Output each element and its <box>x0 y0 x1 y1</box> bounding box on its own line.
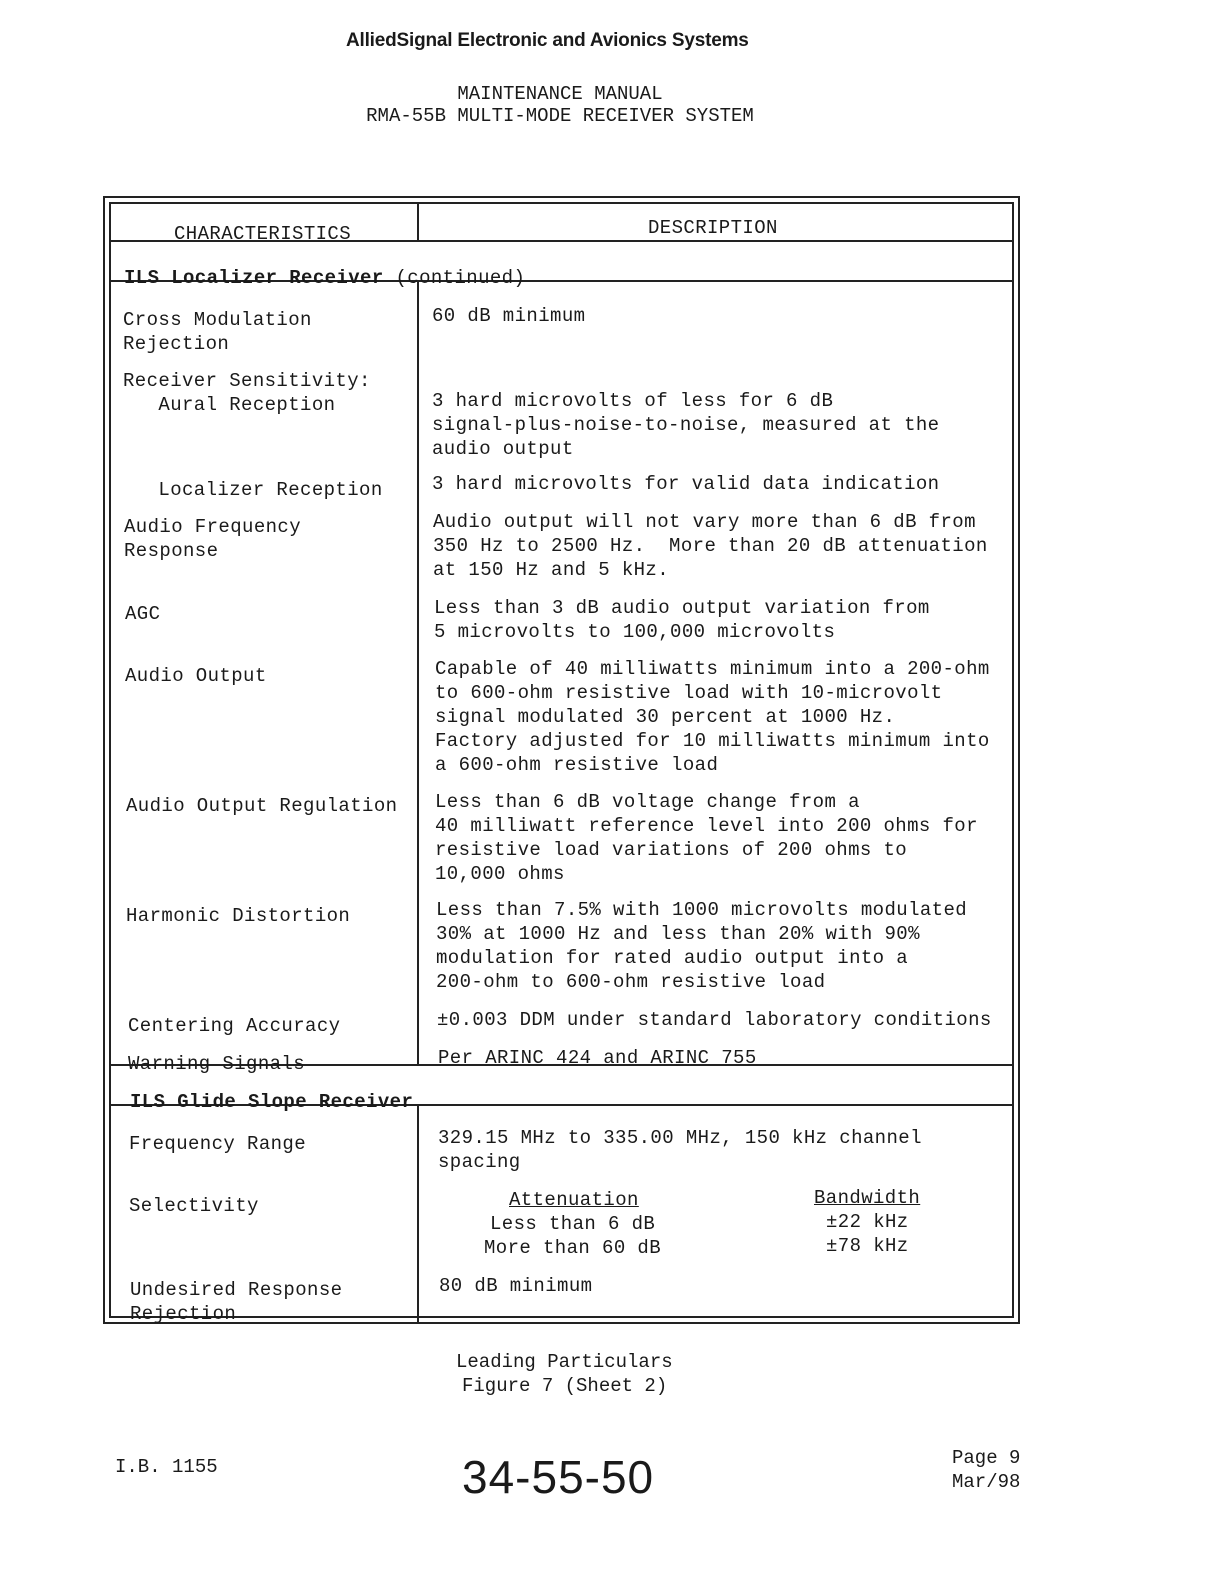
description-line: Less than 7.5% with 1000 microvolts modulated <box>436 899 968 921</box>
description-text <box>432 389 939 461</box>
description-line: Factory adjusted for 10 milliwatts minimum into <box>435 730 990 752</box>
description-line: 60 dB minimum <box>432 305 586 327</box>
characteristic-line: Audio Frequency <box>124 516 302 538</box>
characteristic-line: Response <box>124 540 219 562</box>
manual-subtitle: RMA-55B MULTI-MODE RECEIVER SYSTEM <box>366 105 754 127</box>
description-line: 10,000 ohms <box>435 863 565 885</box>
description-line: signal modulated 30 percent at 1000 Hz. <box>435 706 896 728</box>
characteristic-label <box>126 794 397 818</box>
description-line: 80 dB minimum <box>439 1275 593 1297</box>
characteristic-label <box>125 602 160 626</box>
footer-ib-number: I.B. 1155 <box>115 1456 218 1478</box>
footer-date: Mar/98 <box>952 1471 1021 1493</box>
section-title-localizer <box>124 266 525 290</box>
description-line: 40 milliwatt reference level into 200 ohms for <box>435 815 978 837</box>
description-text <box>434 596 930 644</box>
description-text <box>438 1046 757 1070</box>
characteristic-line: AGC <box>125 603 161 625</box>
column-divider-1 <box>417 280 419 1064</box>
bandwidth-value: ±22 kHz <box>826 1211 909 1233</box>
attenuation-header: Attenuation <box>509 1189 639 1211</box>
description-text <box>433 510 988 582</box>
description-text <box>437 1008 992 1032</box>
description-line: Audio output will not vary more than 6 dB from <box>433 511 976 533</box>
characteristic-line: Localizer Reception <box>123 479 383 501</box>
description-line: 5 microvolts to 100,000 microvolts <box>434 621 836 643</box>
section-title-glide-slope: ILS Glide Slope Receiver <box>130 1091 414 1113</box>
characteristic-label <box>123 369 371 417</box>
description-line: Per ARINC 424 and ARINC 755 <box>438 1047 757 1069</box>
footer-chapter-number: 34-55-50 <box>462 1451 655 1503</box>
characteristic-line: Receiver Sensitivity: <box>123 370 371 392</box>
section-continued: (continued) <box>395 267 526 289</box>
section-title-text: ILS Localizer Receiver <box>124 267 384 289</box>
description-line: 200-ohm to 600-ohm resistive load <box>436 971 826 993</box>
description-text <box>439 1274 592 1298</box>
characteristic-label <box>126 904 350 928</box>
description-text <box>432 304 585 328</box>
attenuation-value: Less than 6 dB <box>490 1213 656 1235</box>
characteristic-label <box>128 1014 340 1038</box>
description-line: resistive load variations of 200 ohms to <box>435 839 908 861</box>
description-line: 3 hard microvolts for valid data indication <box>432 473 940 495</box>
characteristic-line: Rejection <box>130 1303 237 1325</box>
characteristic-line: Harmonic Distortion <box>126 905 351 927</box>
description-text <box>432 472 939 496</box>
attenuation-value: More than 60 dB <box>484 1237 662 1259</box>
characteristic-line: Rejection <box>123 333 230 355</box>
company-name: AlliedSignal Electronic and Avionics Systems <box>346 30 749 51</box>
description-line: spacing <box>438 1151 521 1173</box>
characteristic-line: Audio Output <box>125 665 267 687</box>
characteristic-line: Centering Accuracy <box>128 1015 341 1037</box>
description-line: audio output <box>432 438 574 460</box>
description-line: at 150 Hz and 5 kHz. <box>433 559 670 581</box>
characteristic-label <box>125 664 267 688</box>
description-text <box>435 657 990 777</box>
column-header-characteristics: CHARACTERISTICS <box>174 223 352 245</box>
characteristic-line: Selectivity <box>129 1195 259 1217</box>
manual-title: MAINTENANCE MANUAL <box>457 83 663 105</box>
description-text <box>436 898 967 994</box>
footer-page-info <box>952 1446 1020 1494</box>
characteristic-line: Undesired Response <box>130 1279 343 1301</box>
characteristic-label <box>128 1052 305 1076</box>
column-divider-2 <box>417 1104 419 1322</box>
description-line: 350 Hz to 2500 Hz. More than 20 dB attenuation <box>433 535 988 557</box>
characteristic-label <box>124 515 301 563</box>
description-line: Capable of 40 milliwatts minimum into a 200-ohm <box>435 658 990 680</box>
description-line: Less than 6 dB voltage change from a <box>435 791 860 813</box>
description-line: Less than 3 dB audio output variation from <box>434 597 930 619</box>
header-divider <box>417 204 419 240</box>
bandwidth-value: ±78 kHz <box>826 1235 909 1257</box>
characteristic-label <box>130 1278 342 1326</box>
description-text <box>438 1126 922 1174</box>
description-line: 3 hard microvolts of less for 6 dB <box>432 390 834 412</box>
figure-caption-sheet: Figure 7 (Sheet 2) <box>462 1375 668 1397</box>
description-line: to 600-ohm resistive load with 10-microvolt <box>435 682 943 704</box>
description-line: modulation for rated audio output into a <box>436 947 909 969</box>
characteristic-label <box>123 308 312 356</box>
footer-page-number: Page 9 <box>952 1447 1021 1469</box>
description-line: 30% at 1000 Hz and less than 20% with 90% <box>436 923 920 945</box>
description-line: signal-plus-noise-to-noise, measured at the <box>432 414 940 436</box>
characteristic-label <box>129 1194 259 1218</box>
bandwidth-header: Bandwidth <box>814 1187 921 1209</box>
figure-caption-title: Leading Particulars <box>456 1351 673 1373</box>
description-line: a 600-ohm resistive load <box>435 754 719 776</box>
description-text <box>435 790 978 886</box>
characteristic-line: Aural Reception <box>123 394 336 416</box>
description-line: 329.15 MHz to 335.00 MHz, 150 kHz channel <box>438 1127 922 1149</box>
characteristic-line: Cross Modulation <box>123 309 312 331</box>
characteristic-line: Warning Signals <box>128 1053 306 1075</box>
characteristic-line: Frequency Range <box>129 1133 307 1155</box>
characteristic-line: Audio Output Regulation <box>126 795 398 817</box>
description-line: ±0.003 DDM under standard laboratory conditions <box>437 1009 992 1031</box>
column-header-description: DESCRIPTION <box>648 217 778 239</box>
characteristic-label <box>123 478 383 502</box>
characteristic-label <box>129 1132 306 1156</box>
